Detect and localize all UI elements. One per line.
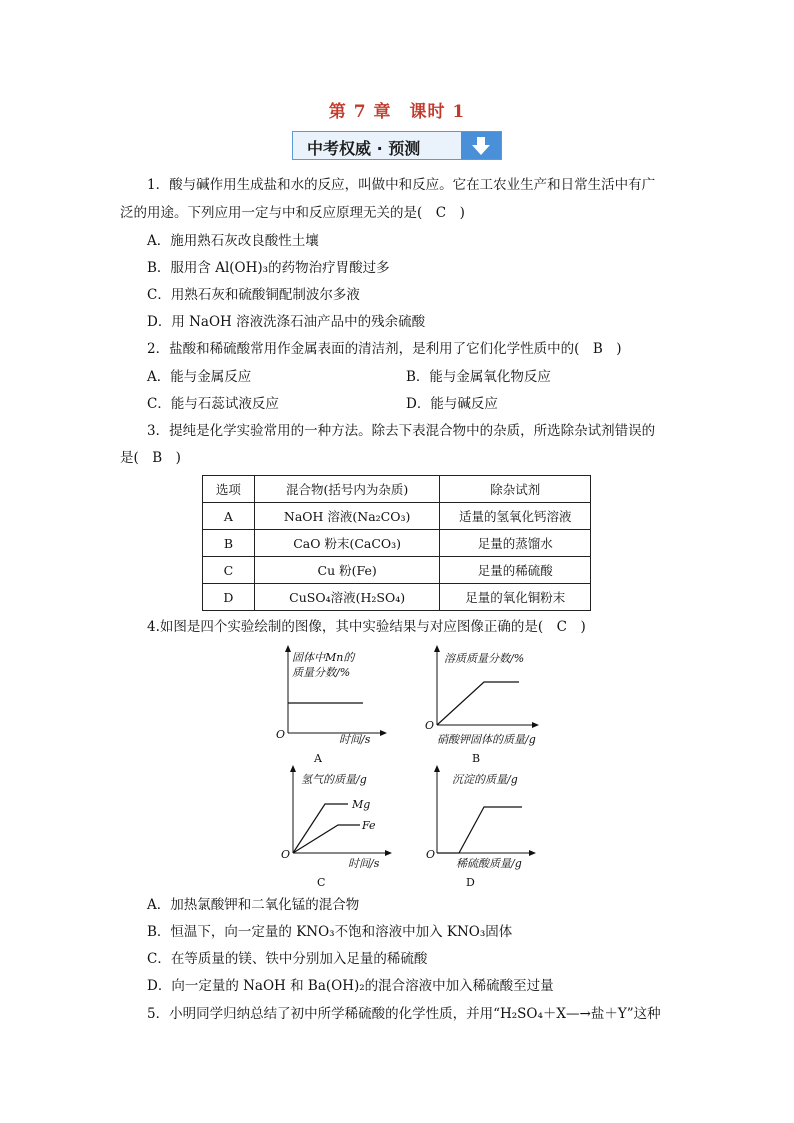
graph-c-mg-label: Mg bbox=[352, 798, 371, 811]
y-axis-arrow bbox=[285, 645, 291, 652]
y-axis-arrow bbox=[434, 765, 440, 772]
badge-label: 中考权威 · 预测 bbox=[307, 139, 421, 158]
x-axis-arrow bbox=[380, 730, 387, 736]
graph-c-fe-label: Fe bbox=[362, 819, 376, 832]
q1-stem-line2: 泛的用途。下列应用一定与中和反应原理无关的是( C ) bbox=[120, 205, 465, 221]
table-cell: Cu 粉(Fe) bbox=[254, 557, 440, 584]
q4-option-c: C．在等质量的镁、铁中分别加入足量的稀硫酸 bbox=[147, 951, 428, 967]
q1-option-d: D．用 NaOH 溶液洗涤石油产品中的残余硫酸 bbox=[147, 314, 426, 330]
graph-d-line bbox=[437, 807, 522, 853]
q3-stem-line1: 3．提纯是化学实验常用的一种方法。除去下表混合物中的杂质，所选除杂试剂错误的 bbox=[147, 423, 656, 439]
table-cell: 足量的氧化铜粉末 bbox=[440, 584, 591, 611]
q1-option-a: A．施用熟石灰改良酸性土壤 bbox=[147, 233, 319, 249]
table-cell: B bbox=[203, 530, 255, 557]
graph-d-ylabel: 沉淀的质量/g bbox=[452, 773, 518, 786]
graph-a-xlabel: 时间/s bbox=[339, 733, 371, 746]
table-cell: A bbox=[203, 503, 255, 530]
q4-stem: 4.如图是四个实验绘制的图像，其中实验结果与对应图像正确的是( C ) bbox=[147, 619, 586, 635]
q2-option-d: D．能与碱反应 bbox=[406, 396, 498, 412]
graph-c-xlabel: 时间/s bbox=[348, 857, 380, 870]
table-header-cell: 混合物(括号内为杂质) bbox=[254, 476, 440, 503]
table-row bbox=[203, 557, 591, 584]
q2-option-b: B．能与金属氧化物反应 bbox=[406, 369, 551, 385]
table-cell: 适量的氢氧化钙溶液 bbox=[440, 503, 591, 530]
table-cell: 足量的蒸馏水 bbox=[440, 530, 591, 557]
q2-stem: 2．盐酸和稀硫酸常用作金属表面的清洁剂，是利用了它们化学性质中的( B ) bbox=[147, 341, 622, 357]
table-cell: D bbox=[203, 584, 255, 611]
impurity-table bbox=[202, 475, 591, 611]
graph-c-mg-line bbox=[293, 804, 348, 853]
q1-stem-line1: 1．酸与碱作用生成盐和水的反应，叫做中和反应。它在工农业生产和日常生活中有广 bbox=[147, 177, 656, 193]
q3-stem-line2: 是( B ) bbox=[120, 450, 181, 466]
graph-a-origin: O bbox=[276, 728, 286, 741]
table-row bbox=[203, 530, 591, 557]
table-cell: C bbox=[203, 557, 255, 584]
y-axis-arrow bbox=[434, 645, 440, 652]
graph-b-line bbox=[437, 682, 519, 725]
graph-a-ylabel1: 固体中Mn的 bbox=[292, 651, 355, 664]
graph-d-origin: O bbox=[426, 848, 436, 861]
graph-b-xlabel: 硝酸钾固体的质量/g bbox=[437, 733, 536, 746]
table-header-row bbox=[203, 476, 591, 503]
graph-b-origin: O bbox=[425, 719, 435, 732]
table-row bbox=[203, 503, 591, 530]
download-arrow-icon[interactable] bbox=[461, 132, 501, 159]
table-cell: CuSO₄溶液(H₂SO₄) bbox=[254, 584, 440, 611]
q4-option-d: D．向一定量的 NaOH 和 Ba(OH)₂的混合溶液中加入稀硫酸至过量 bbox=[147, 978, 554, 994]
graph-b-caption: B bbox=[472, 752, 481, 765]
table-header-cell: 除杂试剂 bbox=[440, 476, 591, 503]
graph-d-caption: D bbox=[466, 876, 475, 889]
graph-c-caption: C bbox=[317, 876, 326, 889]
table-cell: 足量的稀硫酸 bbox=[440, 557, 591, 584]
x-axis-arrow bbox=[529, 850, 536, 856]
graph-d-xlabel: 稀硫酸质量/g bbox=[456, 857, 522, 870]
graph-c-fe-line bbox=[293, 825, 360, 853]
y-axis-arrow bbox=[290, 765, 296, 772]
table-row bbox=[203, 584, 591, 611]
table-cell: CaO 粉末(CaCO₃) bbox=[254, 530, 440, 557]
q5-stem: 5．小明同学归纳总结了初中所学稀硫酸的化学性质，并用“H₂SO₄＋X—→盐＋Y”这种 bbox=[147, 1006, 661, 1022]
q2-option-a: A．能与金属反应 bbox=[147, 369, 252, 385]
page-title: 第 7 章 课时 1 bbox=[328, 102, 466, 122]
x-axis-arrow bbox=[532, 722, 539, 728]
graph-a-ylabel2: 质量分数/% bbox=[292, 666, 351, 679]
graph-c-origin: O bbox=[281, 848, 291, 861]
graph-c-ylabel: 氢气的质量/g bbox=[301, 773, 367, 786]
graph-b-ylabel: 溶质质量分数/% bbox=[444, 652, 525, 665]
graph-a-caption: A bbox=[314, 752, 322, 765]
q1-option-b: B．服用含 Al(OH)₃的药物治疗胃酸过多 bbox=[147, 260, 390, 276]
q4-option-b: B．恒温下，向一定量的 KNO₃不饱和溶液中加入 KNO₃固体 bbox=[147, 924, 513, 940]
q4-option-a: A．加热氯酸钾和二氧化锰的混合物 bbox=[147, 897, 360, 913]
section-badge bbox=[292, 131, 502, 160]
table-cell: NaOH 溶液(Na₂CO₃) bbox=[254, 503, 440, 530]
q2-option-c: C．能与石蕊试液反应 bbox=[147, 396, 279, 412]
x-axis-arrow bbox=[385, 850, 392, 856]
table-header-cell: 选项 bbox=[203, 476, 255, 503]
q1-option-c: C．用熟石灰和硫酸铜配制波尔多液 bbox=[147, 287, 360, 303]
